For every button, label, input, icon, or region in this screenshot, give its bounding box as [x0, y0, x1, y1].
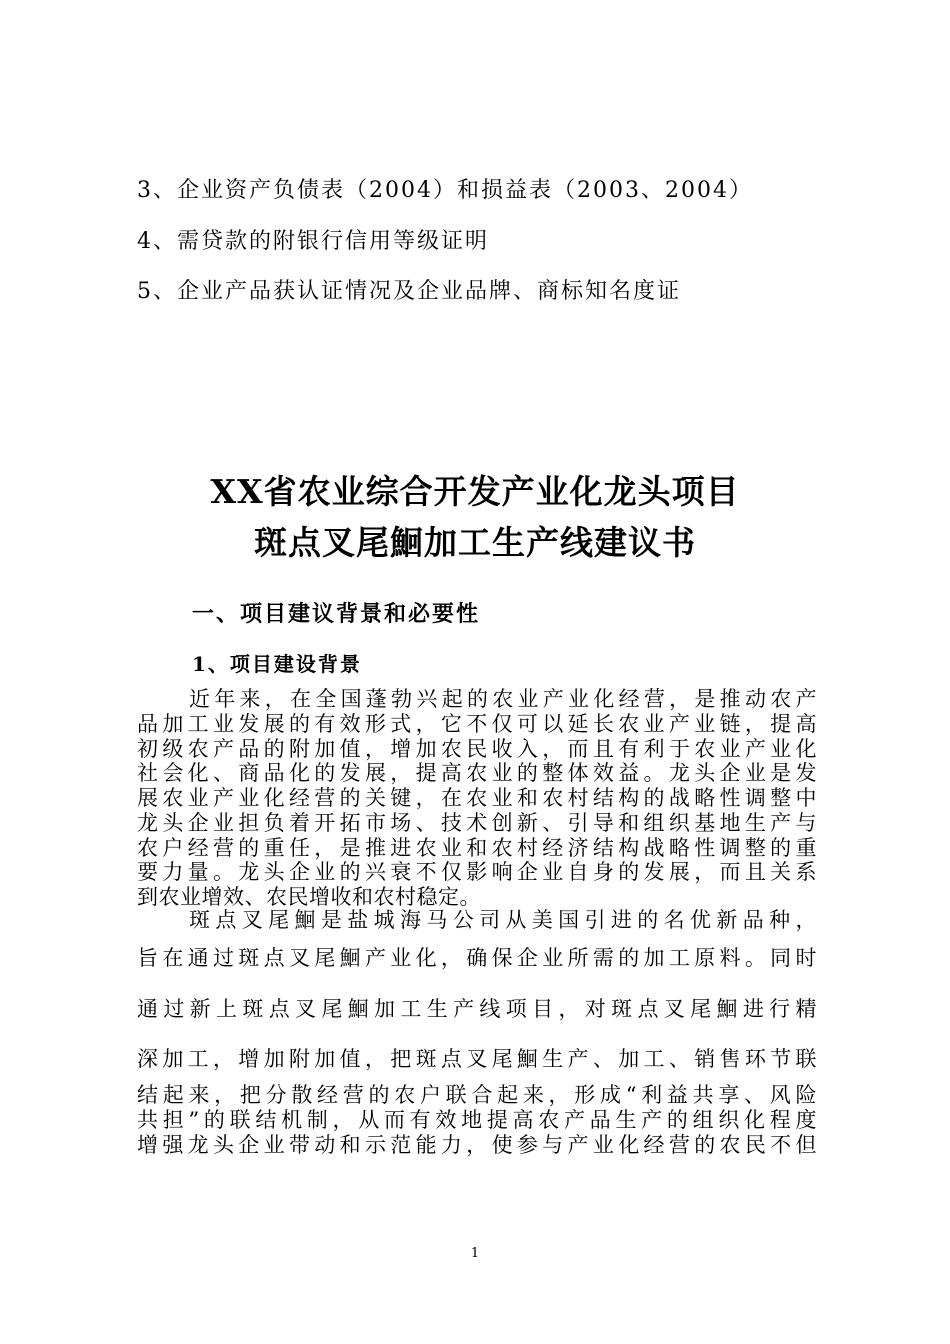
paragraph-line: 旨在通过斑点叉尾鮰产业化，确保企业所需的加工原料。同时: [137, 946, 817, 970]
paragraph-line: 社会化、商品化的发展，提高农业的整体效益。龙头企业是发: [137, 761, 817, 785]
list-item-4: 4、需贷款的附银行信用等级证明: [137, 229, 489, 254]
paragraph-line: 通过新上斑点叉尾鮰加工生产线项目，对斑点叉尾鮰进行精: [137, 997, 817, 1021]
paragraph-line: 展农业产业化经营的关键，在农业和农村结构的战略性调整中: [137, 786, 817, 810]
paragraph-line: 结起来，把分散经营的农户联合起来，形成“利益共享、风险: [137, 1083, 817, 1107]
section-heading: 一、项目建议背景和必要性: [192, 601, 481, 627]
paragraph-line: 要力量。龙头企业的兴衰不仅影响企业自身的发展，而且关系: [137, 860, 817, 884]
list-item-5: 5、企业产品获认证情况及企业品牌、商标知名度证: [137, 279, 681, 304]
paragraph-line: 农户经营的重任，是推进农业和农村经济结构战略性调整的重: [137, 836, 817, 860]
paragraph-line: 斑点叉尾鮰是盐城海马公司从美国引进的名优新品种，: [189, 908, 817, 932]
paragraph-line: 初级农产品的附加值，增加农民收入，而且有利于农业产业化: [137, 737, 817, 761]
paragraph-line: 龙头企业担负着开拓市场、技术创新、引导和组织基地生产与: [137, 811, 817, 835]
document-title-line-1: XX省农业综合开发产业化龙头项目: [210, 472, 740, 511]
page-number: 1: [470, 1246, 480, 1261]
paragraph-line: 增强龙头企业带动和示范能力，使参与产业化经营的农民不但: [137, 1133, 817, 1157]
paragraph-line: 共担”的联结机制，从而有效地提高农产品生产的组织化程度: [137, 1108, 817, 1132]
paragraph-line: 到农业增效、农民增收和农村稳定。: [137, 885, 481, 909]
paragraph-line: 近年来，在全国蓬勃兴起的农业产业化经营，是推动农产: [189, 687, 817, 711]
paragraph-line: 品加工业发展的有效形式，它不仅可以延长农业产业链，提高: [137, 712, 817, 736]
document-title-line-2: 斑点叉尾鮰加工生产线建议书: [254, 523, 696, 562]
subsection-heading: 1、项目建设背景: [192, 652, 362, 676]
paragraph-line: 深加工，增加附加值，把斑点叉尾鮰生产、加工、销售环节联: [137, 1047, 817, 1071]
list-item-3: 3、企业资产负债表（2004）和损益表（2003、2004）: [137, 178, 753, 203]
